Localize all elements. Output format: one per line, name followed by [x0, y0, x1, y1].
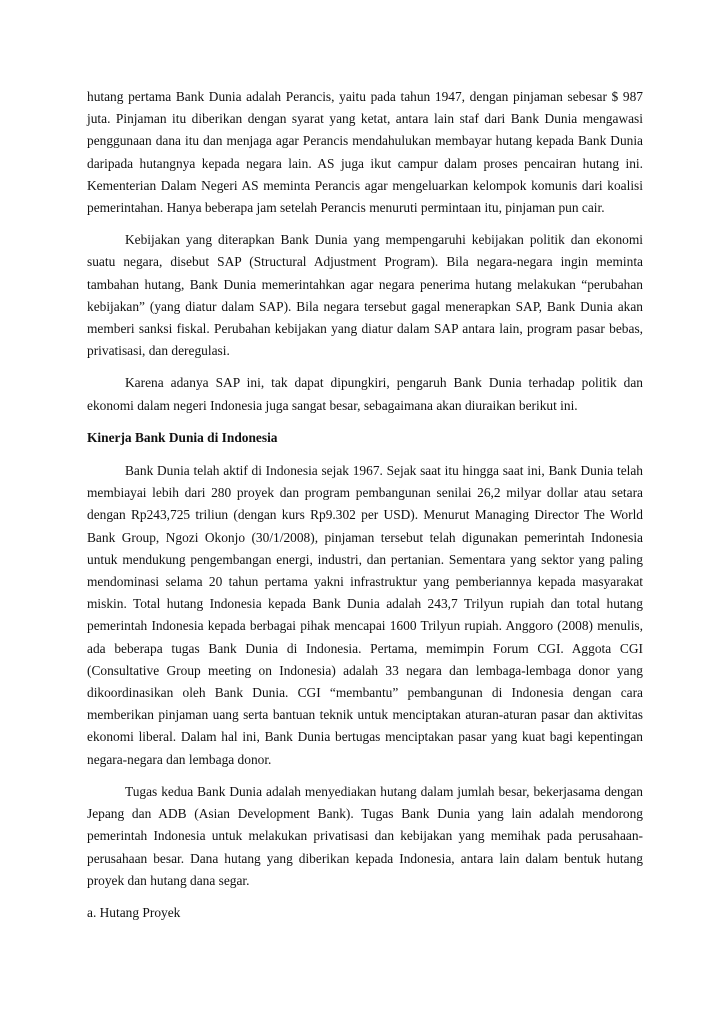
paragraph-second-task: Tugas kedua Bank Dunia adalah menyediakan hutang dalam jumlah besar, bekerjasama dengan Jepang dan ADB (Asian Development Bank). Tugas Bank Dunia yang lain adalah mendorong pemerintah Indonesia untuk melakukan privatisasi dan kebijakan yang memihak pada perusahaan-perusahaan besar. Dana hutang yang diberikan kepada Indonesia, antara lain dalam bentuk hutang proyek dan hutang dana segar. — [87, 783, 643, 888]
section-heading: Kinerja Bank Dunia di Indonesia — [87, 429, 278, 445]
paragraph-world-bank-indonesia: Bank Dunia telah aktif di Indonesia sejak 1967. Sejak saat itu hingga saat ini, Bank Dunia telah membiayai lebih dari 280 proyek dan program pembangunan senilai 26,2 milyar dollar atau setara dengan Rp243,725 triliun (dengan kurs Rp9.302 per USD). Menurut Managing Director The World Bank Group, Ngozi Okonjo (30/1/2008), pinjaman tersebut telah digunakan pemerintah Indonesia untuk mendukung pengembangan energi, industri, dan pertanian. Sementara yang sektor yang paling mendominasi selama 20 tahun pertama yakni infrastruktur yang pemberiannya kepada masyarakat miskin. Total hutang Indonesia kepada Bank Dunia adalah 243,7 Trilyun rupiah dan total hutang pemerintah Indonesia kepada berbagai pihak mencapai 1600 Trilyun rupiah. Anggoro (2008) menulis, ada beberapa tugas Bank Dunia di Indonesia. Pertama, memimpin Forum CGI. Aggota CGI (Consultative Group meeting on Indonesia) adalah 33 negara dan lembaga-lembaga donor yang dikoordinasikan oleh Bank Dunia. CGI “membantu” pembangunan di Indonesia dengan cara memberikan pinjaman uang serta bantuan teknik untuk menciptakan aturan-aturan pasar dan aktivitas ekonomi liberal. Dalam hal ini, Bank Dunia bertugas menciptakan pasar yang kuat bagi kepentingan negara-negara dan lembaga donor. — [87, 463, 643, 767]
document-page — [87, 86, 643, 924]
paragraph-sap-influence: Karena adanya SAP ini, tak dapat dipungkiri, pengaruh Bank Dunia terhadap politik dan ekonomi dalam negeri Indonesia juga sangat besar, sebagaimana akan diuraikan berikut ini. — [87, 375, 643, 413]
paragraph-french-loan: hutang pertama Bank Dunia adalah Perancis, yaitu pada tahun 1947, dengan pinjaman sebesar $ 987 juta. Pinjaman itu diberikan dengan syarat yang ketat, antara lain staf dari Bank Dunia mengawasi penggunaan dana itu dan menjaga agar Perancis mendahulukan membayar hutang kepada Bank Dunia daripada hutangnya kepada negara lain. AS juga ikut campur dalam proses pencairan hutang ini. Kementerian Dalam Negeri AS meminta Perancis agar mengeluarkan kelompok komunis dari koalisi pemerintahan. Hanya beberapa jam setelah Perancis menuruti permintaan itu, pinjaman pun cair. — [87, 89, 643, 216]
subheading-project-debt: a. Hutang Proyek — [87, 904, 181, 920]
paragraph-sap-policy: Kebijakan yang diterapkan Bank Dunia yang mempengaruhi kebijakan politik dan ekonomi suatu negara, disebut SAP (Structural Adjustment Program). Bila negara-negara ingin meminta tambahan hutang, Bank Dunia memerintahkan agar negara penerima hutang melakukan “perubahan kebijakan” (yang diatur dalam SAP). Bila negara tersebut gagal menerapkan SAP, Bank Dunia akan memberi sanksi fiskal. Perubahan kebijakan yang diatur dalam SAP antara lain, program pasar bebas, privatisasi, dan deregulasi. — [87, 232, 643, 359]
